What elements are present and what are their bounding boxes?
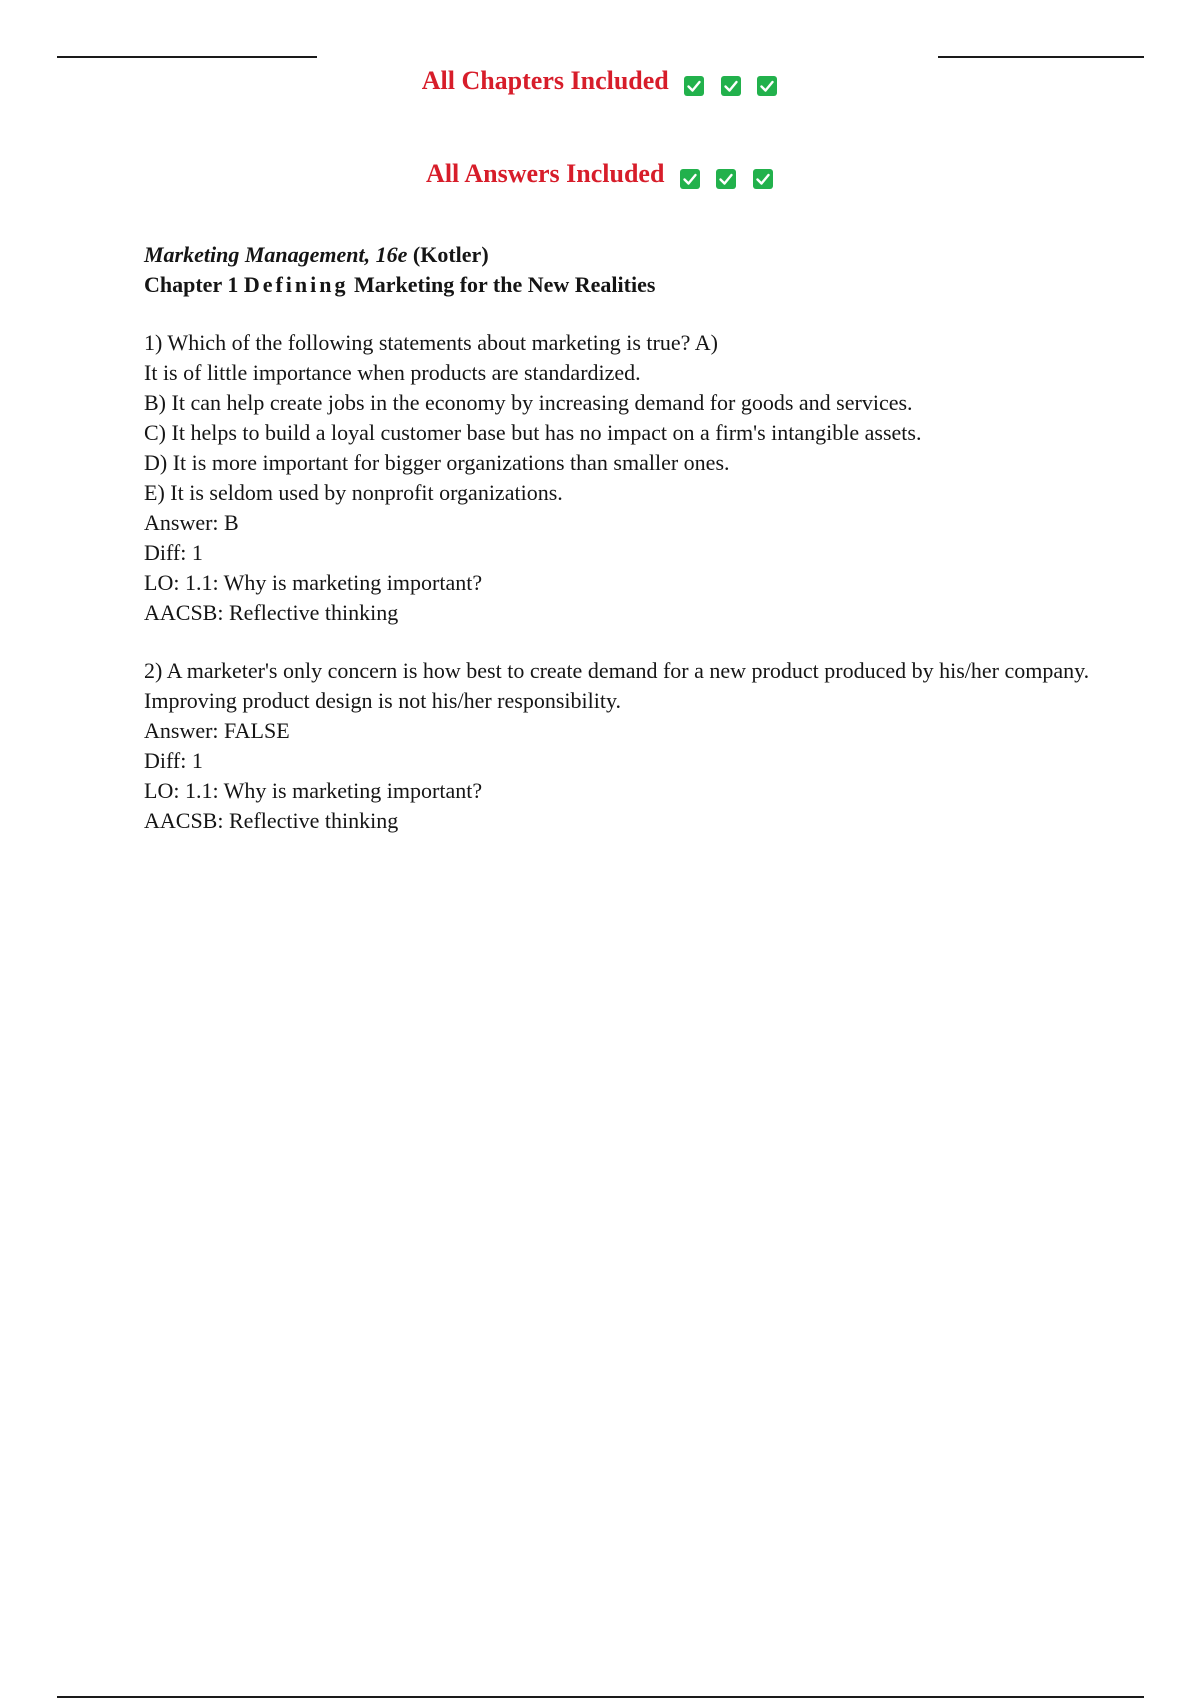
green-checkbox-icon [715, 168, 737, 190]
top-left-rule [57, 56, 317, 58]
answer-option: D) It is more important for bigger organizations than smaller ones. [144, 450, 730, 475]
book-title-line [144, 240, 1104, 270]
learning-objective: LO: 1.1: Why is marketing important? [144, 778, 483, 803]
book-title: Marketing Management, 16e [144, 242, 408, 267]
check-icons-group [683, 69, 778, 99]
green-checkbox-icon [752, 168, 774, 190]
bottom-rule [57, 1696, 1144, 1698]
aacsb-tag: AACSB: Reflective thinking [144, 808, 399, 833]
answer-option: B) It can help create jobs in the economy by increasing demand for goods and services. [144, 390, 913, 415]
answer-option: E) It is seldom used by nonprofit organizations. [144, 480, 563, 505]
chapters-included-banner [0, 66, 1200, 99]
question-2 [144, 656, 1104, 836]
check-icons-group [679, 162, 774, 192]
answers-included-text: All Answers Included [426, 159, 665, 188]
chapter-title-spaced-word: Defining [243, 272, 349, 297]
chapter-title-rest: Marketing for the New Realities [354, 272, 656, 297]
green-checkbox-icon [679, 168, 701, 190]
green-checkbox-icon [683, 75, 705, 97]
chapter-heading [144, 270, 1104, 300]
question-text-line: 1) Which of the following statements about marketing is true? A) [144, 330, 718, 355]
learning-objective: LO: 1.1: Why is marketing important? [144, 570, 483, 595]
document-body [144, 240, 1104, 836]
green-checkbox-icon [720, 75, 742, 97]
difficulty: Diff: 1 [144, 540, 203, 565]
green-checkbox-icon [756, 75, 778, 97]
chapters-included-text: All Chapters Included [421, 66, 669, 95]
aacsb-tag: AACSB: Reflective thinking [144, 600, 399, 625]
answer-option: C) It helps to build a loyal customer base but has no impact on a firm's intangible assets. [144, 420, 922, 445]
question-text-line: It is of little importance when products are standardized. [144, 360, 641, 385]
question-text: 2) A marketer's only concern is how best to create demand for a new product produced by his/her company. Improving product design is not his/her responsibility. [144, 658, 1090, 713]
difficulty: Diff: 1 [144, 748, 203, 773]
chapter-number: Chapter 1 [144, 272, 239, 297]
answers-included-banner [0, 159, 1200, 192]
answer-key: Answer: B [144, 510, 239, 535]
question-1 [144, 328, 1104, 628]
top-right-rule [938, 56, 1144, 58]
book-author: (Kotler) [412, 242, 489, 267]
answer-key: Answer: FALSE [144, 718, 290, 743]
